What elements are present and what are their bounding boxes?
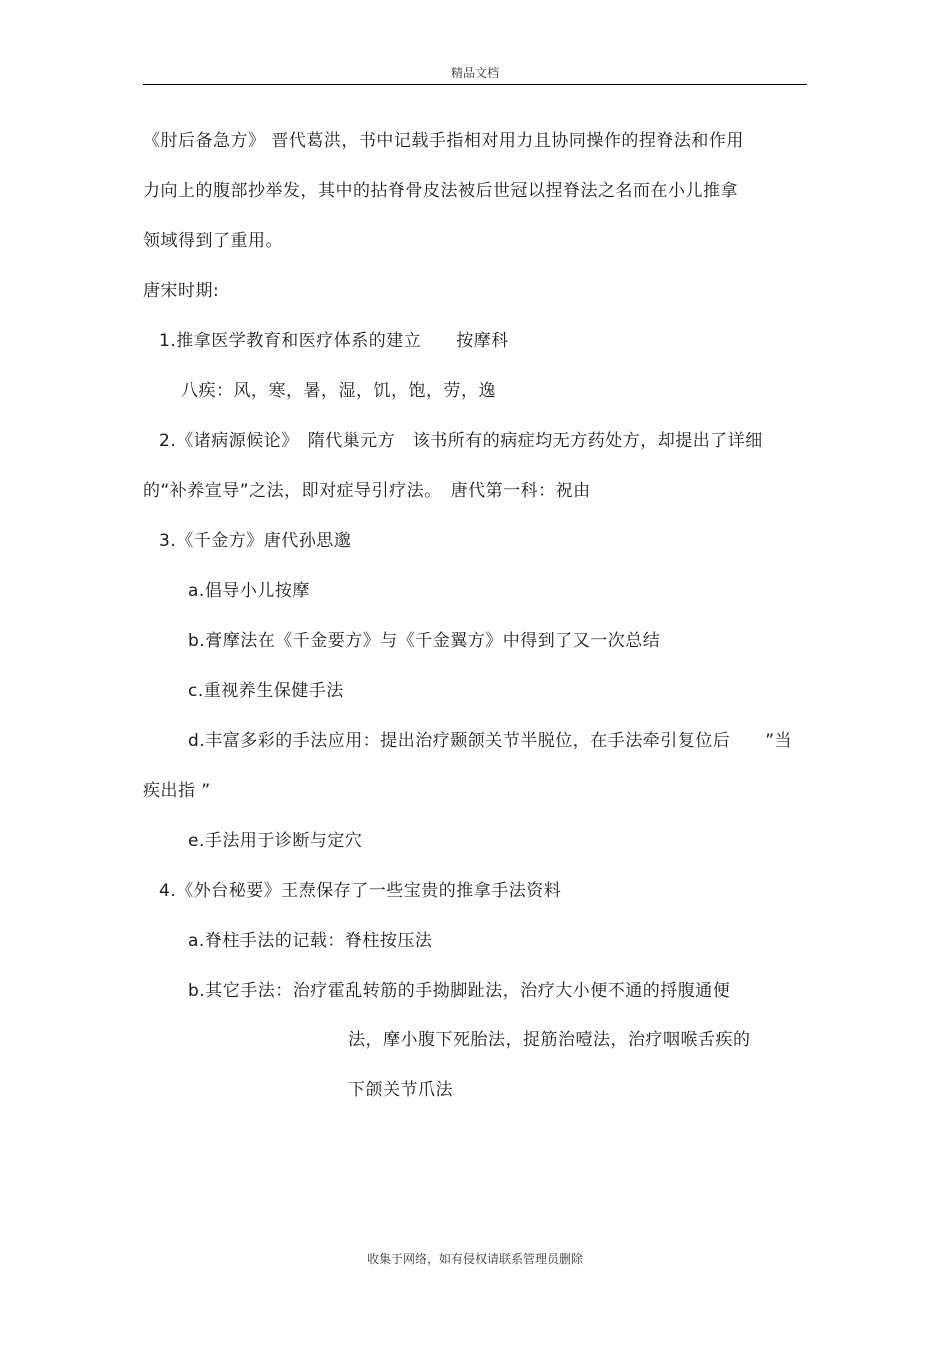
paragraph-line: 《肘后备急方》 晋代葛洪，书中记载手指相对用力且协同操作的捏脊法和作用 — [143, 131, 744, 151]
list-item: a.倡导小儿按摩 — [188, 581, 310, 601]
list-item: 1.推拿医学教育和医疗体系的建立 按摩科 — [159, 331, 509, 351]
header-rule — [143, 84, 807, 85]
list-item: a.脊柱手法的记载：脊柱按压法 — [188, 931, 433, 951]
list-item: c.重视养生保健手法 — [188, 681, 344, 701]
list-item: 2.《诸病源候论》 隋代巢元方 该书所有的病症均无方药处方，却提出了详细 — [159, 431, 763, 451]
list-item: 3.《千金方》唐代孙思邈 — [159, 531, 352, 551]
section-heading: 唐宋时期: — [143, 281, 220, 301]
list-item: e.手法用于诊断与定穴 — [188, 831, 363, 851]
page-header: 精品文档 — [450, 66, 499, 80]
list-item: b.膏摩法在《千金要方》与《千金翼方》中得到了又一次总结 — [188, 631, 661, 651]
list-item: b.其它手法：治疗霍乱转筋的手拗脚趾法，治疗大小便不通的捋腹通便 — [188, 981, 731, 1001]
paragraph-line: 领域得到了重用。 — [143, 231, 283, 251]
paragraph-line: 下颌关节爪法 — [348, 1080, 453, 1100]
page-footer: 收集于网络，如有侵权请联系管理员删除 — [366, 1252, 583, 1266]
paragraph-line: 的“补养宣导”之法，即对症导引疗法。 唐代第一科：祝由 — [143, 481, 591, 501]
list-item: 八疾：风，寒，暑，湿，饥，饱，劳，逸 — [181, 381, 496, 401]
list-item: d.丰富多彩的手法应用：提出治疗颞颌关节半脱位，在手法牵引复位后 ”当 — [188, 731, 793, 751]
list-item: 4.《外台秘要》王焘保存了一些宝贵的推拿手法资料 — [159, 881, 562, 901]
paragraph-line: 疾出指 ” — [143, 781, 211, 801]
paragraph-line: 法，摩小腹下死胎法，捉筋治噎法，治疗咽喉舌疾的 — [348, 1030, 751, 1050]
paragraph-line: 力向上的腹部抄举发，其中的拈脊骨皮法被后世冠以捏脊法之名而在小儿推拿 — [143, 181, 738, 201]
